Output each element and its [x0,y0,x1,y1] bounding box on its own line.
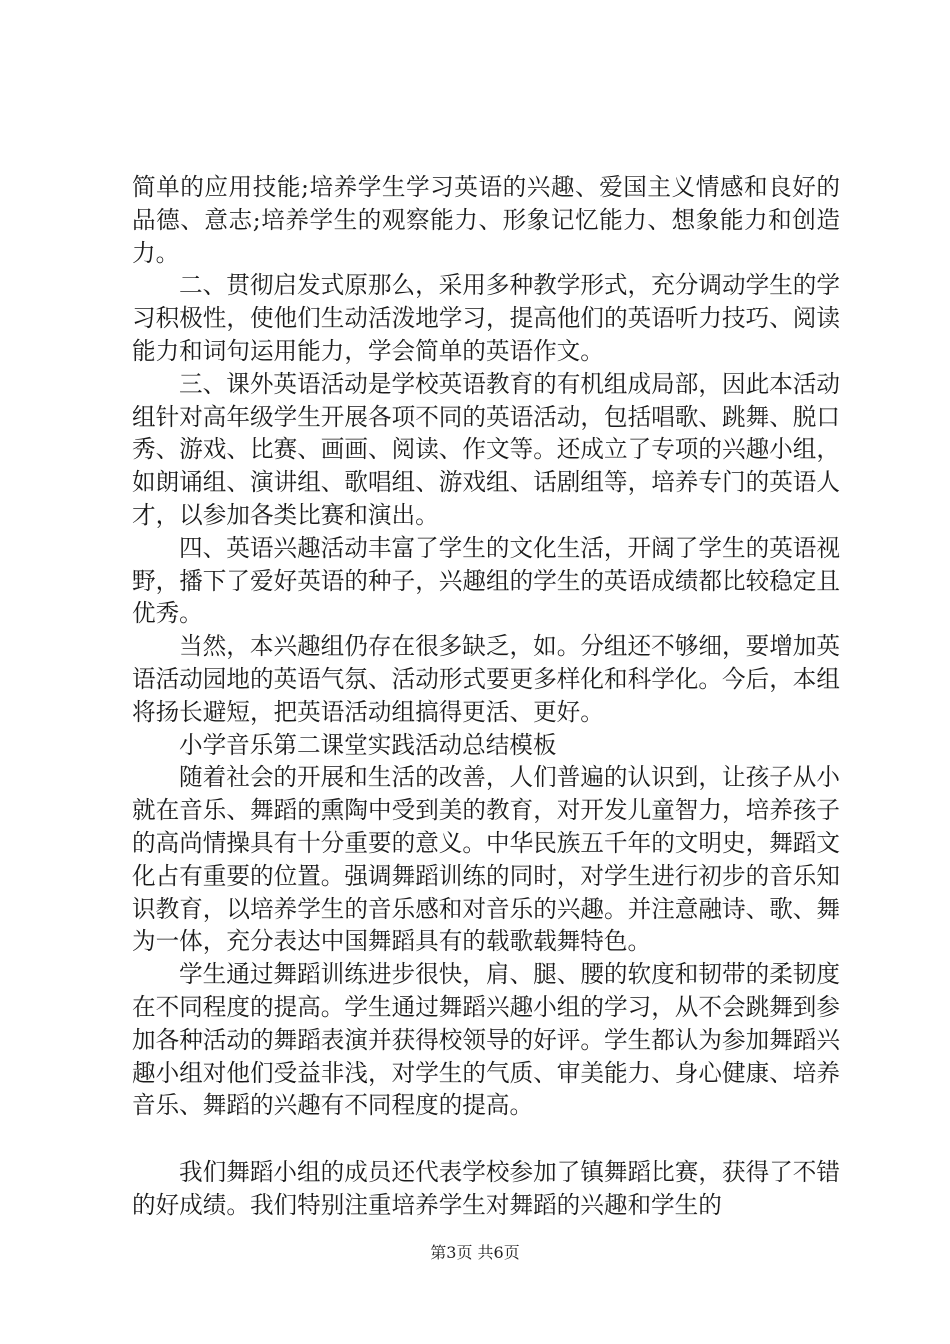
paragraph-7: 随着社会的开展和生活的改善，人们普遍的认识到，让孩子从小就在音乐、舞蹈的熏陶中受到美的教育，对开发儿童智力，培养孩子的高尚情操具有十分重要的意义。中华民族五千年的文明史，舞蹈文化占有重要的位置。强调舞蹈训练的同时，对学生进行初步的音乐知识教育，以培养学生的音乐感和对音乐的兴趣。并注意融诗、歌、舞为一体，充分表达中国舞蹈具有的载歌载舞特色。 [132,763,840,956]
paragraph-5: 当然，本兴趣组仍存在很多缺乏，如。分组还不够细，要增加英语活动园地的英语气氛、活动形式要更多样化和科学化。今后，本组将扬长避短，把英语活动组搞得更活、更好。 [132,632,840,726]
paragraph-9: 我们舞蹈小组的成员还代表学校参加了镇舞蹈比赛，获得了不错的好成绩。我们特别注重培养学生对舞蹈的兴趣和学生的 [132,1158,840,1219]
paragraph-gap [132,1122,840,1156]
paragraph-4: 四、英语兴趣活动丰富了学生的文化生活，开阔了学生的英语视野，播下了爱好英语的种子，兴趣组的学生的英语成绩都比较稳定且优秀。 [132,533,840,628]
paragraph-3: 三、课外英语活动是学校英语教育的有机组成局部，因此本活动组针对高年级学生开展各项不同的英语活动，包括唱歌、跳舞、脱口秀、游戏、比赛、画画、阅读、作文等。还成立了专项的兴趣小组，如朗诵组、演讲组、歌唱组、游戏组、话剧组等，培养专门的英语人才，以参加各类比赛和演出。 [132,369,840,529]
paragraph-8: 学生通过舞蹈训练进步很快，肩、腿、腰的软度和韧带的柔韧度在不同程度的提高。学生通过舞蹈兴趣小组的学习，从不会跳舞到参加各种活动的舞蹈表演并获得校领导的好评。学生都认为参加舞蹈兴趣小组对他们受益非浅，对学生的气质、审美能力、身心健康、培养音乐、舞蹈的兴趣有不同程度的提高。 [132,960,840,1120]
section-title: 小学音乐第二课堂实践活动总结模板 [179,730,557,759]
paragraph-2: 二、贯彻启发式原那么，采用多种教学形式，充分调动学生的学习积极性，使他们生动活泼地学习，提高他们的英语听力技巧、阅读能力和词句运用能力，学会简单的英语作文。 [132,271,840,365]
page-number-footer: 第3页 共6页 [430,1243,520,1262]
paragraph-1: 简单的应用技能;培养学生学习英语的兴趣、爱国主义情感和良好的品德、意志;培养学生的观察能力、形象记忆能力、想象能力和创造力。 [132,173,840,267]
document-body [132,171,840,1222]
